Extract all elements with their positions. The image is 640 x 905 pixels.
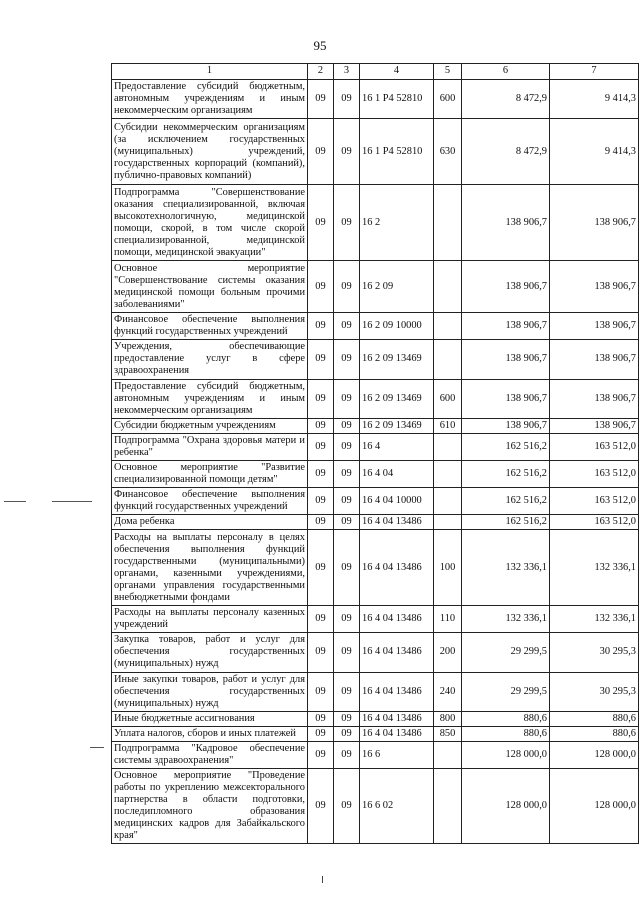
row-subsection-cell: 09 (334, 379, 360, 418)
row-subsection-cell: 09 (334, 711, 360, 726)
row-target-article-cell: 16 4 04 13486 (360, 530, 434, 606)
column-header-5: 5 (434, 64, 462, 80)
row-expense-type-cell: 850 (434, 726, 462, 741)
row-subsection-cell: 09 (334, 119, 360, 185)
row-name-cell: Расходы на выплаты персоналу казенных учреждений (112, 606, 308, 633)
row-expense-type-cell: 600 (434, 379, 462, 418)
row-target-article-cell: 16 4 04 (360, 460, 434, 487)
row-subsection-cell: 09 (334, 340, 360, 379)
row-subsection-cell: 09 (334, 530, 360, 606)
row-amount-year1-cell: 162 516,2 (462, 433, 550, 460)
row-expense-type-cell (434, 515, 462, 530)
row-amount-year2-cell: 9 414,3 (550, 119, 639, 185)
row-target-article-cell: 16 2 09 13469 (360, 340, 434, 379)
row-subsection-cell: 09 (334, 185, 360, 261)
row-subsection-cell: 09 (334, 460, 360, 487)
table-row (112, 672, 639, 711)
column-header-6: 6 (462, 64, 550, 80)
row-section-cell: 09 (308, 261, 334, 313)
row-expense-type-cell (434, 313, 462, 340)
row-amount-year2-cell: 138 906,7 (550, 418, 639, 433)
row-amount-year1-cell: 162 516,2 (462, 515, 550, 530)
row-subsection-cell: 09 (334, 633, 360, 672)
row-amount-year1-cell: 138 906,7 (462, 313, 550, 340)
row-target-article-cell: 16 4 04 13486 (360, 633, 434, 672)
row-name-cell: Финансовое обеспечение выполнения функций государственных учреждений (112, 488, 308, 515)
table-row (112, 768, 639, 843)
row-expense-type-cell: 110 (434, 606, 462, 633)
row-expense-type-cell (434, 433, 462, 460)
row-subsection-cell: 09 (334, 672, 360, 711)
table-row (112, 726, 639, 741)
table-row (112, 418, 639, 433)
footer-mark (322, 876, 323, 883)
column-header-2: 2 (308, 64, 334, 80)
row-target-article-cell: 16 6 02 (360, 768, 434, 843)
row-section-cell: 09 (308, 433, 334, 460)
table-row (112, 80, 639, 119)
row-section-cell: 09 (308, 672, 334, 711)
row-amount-year2-cell: 132 336,1 (550, 530, 639, 606)
row-amount-year1-cell: 880,6 (462, 711, 550, 726)
row-target-article-cell: 16 2 09 (360, 261, 434, 313)
row-amount-year2-cell: 30 295,3 (550, 633, 639, 672)
table-row (112, 633, 639, 672)
row-subsection-cell: 09 (334, 313, 360, 340)
row-amount-year1-cell: 162 516,2 (462, 488, 550, 515)
row-target-article-cell: 16 2 09 10000 (360, 313, 434, 340)
row-section-cell: 09 (308, 606, 334, 633)
budget-table-body (112, 64, 639, 844)
margin-dash (52, 501, 92, 502)
row-name-cell: Дома ребенка (112, 515, 308, 530)
row-expense-type-cell (434, 741, 462, 768)
margin-dash (90, 747, 104, 748)
row-amount-year2-cell: 9 414,3 (550, 80, 639, 119)
row-name-cell: Подпрограмма "Совершенствование оказания специализированной, включая высокотехнологичную, медицинской помощи, скорой, в том числе скорой специализированной, медицинской помощи, медицинской эвакуации" (112, 185, 308, 261)
row-expense-type-cell: 800 (434, 711, 462, 726)
row-amount-year2-cell: 163 512,0 (550, 433, 639, 460)
row-expense-type-cell: 200 (434, 633, 462, 672)
row-amount-year1-cell: 138 906,7 (462, 379, 550, 418)
row-amount-year2-cell: 138 906,7 (550, 261, 639, 313)
table-row (112, 741, 639, 768)
table-row (112, 460, 639, 487)
column-header-7: 7 (550, 64, 639, 80)
row-amount-year1-cell: 138 906,7 (462, 185, 550, 261)
row-amount-year2-cell: 132 336,1 (550, 606, 639, 633)
row-amount-year2-cell: 138 906,7 (550, 313, 639, 340)
row-target-article-cell: 16 4 04 13486 (360, 711, 434, 726)
row-section-cell: 09 (308, 80, 334, 119)
row-name-cell: Закупка товаров, работ и услуг для обеспечения государственных (муниципальных) нужд (112, 633, 308, 672)
row-section-cell: 09 (308, 711, 334, 726)
row-section-cell: 09 (308, 726, 334, 741)
row-expense-type-cell (434, 185, 462, 261)
row-section-cell: 09 (308, 313, 334, 340)
row-amount-year1-cell: 138 906,7 (462, 340, 550, 379)
row-subsection-cell: 09 (334, 768, 360, 843)
column-header-1: 1 (112, 64, 308, 80)
row-target-article-cell: 16 4 04 13486 (360, 515, 434, 530)
table-row (112, 119, 639, 185)
row-subsection-cell: 09 (334, 726, 360, 741)
row-name-cell: Предоставление субсидий бюджетным, автономным учреждениям и иным некоммерческим организациям (112, 379, 308, 418)
row-name-cell: Основное мероприятие "Развитие специализированной помощи детям" (112, 460, 308, 487)
table-header-row (112, 64, 639, 80)
row-target-article-cell: 16 4 (360, 433, 434, 460)
row-subsection-cell: 09 (334, 606, 360, 633)
row-target-article-cell: 16 2 09 13469 (360, 418, 434, 433)
row-amount-year2-cell: 163 512,0 (550, 515, 639, 530)
row-target-article-cell: 16 4 04 13486 (360, 606, 434, 633)
row-section-cell: 09 (308, 530, 334, 606)
row-amount-year2-cell: 128 000,0 (550, 741, 639, 768)
row-target-article-cell: 16 6 (360, 741, 434, 768)
row-expense-type-cell (434, 261, 462, 313)
row-expense-type-cell: 630 (434, 119, 462, 185)
table-row (112, 185, 639, 261)
column-header-3: 3 (334, 64, 360, 80)
row-subsection-cell: 09 (334, 418, 360, 433)
table-row (112, 433, 639, 460)
row-name-cell: Субсидии бюджетным учреждениям (112, 418, 308, 433)
row-name-cell: Основное мероприятие "Совершенствование системы оказания медицинской помощи больным прочими заболеваниями" (112, 261, 308, 313)
row-subsection-cell: 09 (334, 515, 360, 530)
row-expense-type-cell (434, 488, 462, 515)
row-name-cell: Финансовое обеспечение выполнения функций государственных учреждений (112, 313, 308, 340)
row-subsection-cell: 09 (334, 261, 360, 313)
row-subsection-cell: 09 (334, 80, 360, 119)
row-section-cell: 09 (308, 379, 334, 418)
row-section-cell: 09 (308, 119, 334, 185)
table-row (112, 530, 639, 606)
table-row (112, 340, 639, 379)
row-expense-type-cell: 600 (434, 80, 462, 119)
row-expense-type-cell (434, 460, 462, 487)
row-amount-year1-cell: 8 472,9 (462, 119, 550, 185)
row-name-cell: Субсидии некоммерческим организациям (за исключением государственных (муниципальных) учреждений, государственных корпораций (компаний), публично-правовых компаний) (112, 119, 308, 185)
row-expense-type-cell (434, 340, 462, 379)
row-amount-year1-cell: 29 299,5 (462, 672, 550, 711)
row-section-cell: 09 (308, 185, 334, 261)
row-target-article-cell: 16 2 09 13469 (360, 379, 434, 418)
row-amount-year2-cell: 138 906,7 (550, 340, 639, 379)
row-section-cell: 09 (308, 633, 334, 672)
row-amount-year2-cell: 128 000,0 (550, 768, 639, 843)
row-section-cell: 09 (308, 418, 334, 433)
row-subsection-cell: 09 (334, 741, 360, 768)
row-amount-year2-cell: 30 295,3 (550, 672, 639, 711)
row-amount-year1-cell: 132 336,1 (462, 530, 550, 606)
table-row (112, 606, 639, 633)
row-target-article-cell: 16 2 (360, 185, 434, 261)
row-name-cell: Подпрограмма "Кадровое обеспечение системы здравоохранения" (112, 741, 308, 768)
row-target-article-cell: 16 4 04 13486 (360, 726, 434, 741)
row-name-cell: Учреждения, обеспечивающие предоставление услуг в сфере здравоохранения (112, 340, 308, 379)
row-amount-year2-cell: 138 906,7 (550, 185, 639, 261)
row-target-article-cell: 16 4 04 13486 (360, 672, 434, 711)
row-name-cell: Подпрограмма "Охрана здоровья матери и ребенка" (112, 433, 308, 460)
row-target-article-cell: 16 4 04 10000 (360, 488, 434, 515)
table-row (112, 515, 639, 530)
table-row (112, 711, 639, 726)
row-name-cell: Иные закупки товаров, работ и услуг для обеспечения государственных (муниципальных) нужд (112, 672, 308, 711)
row-amount-year1-cell: 880,6 (462, 726, 550, 741)
row-subsection-cell: 09 (334, 433, 360, 460)
row-expense-type-cell: 610 (434, 418, 462, 433)
row-amount-year2-cell: 880,6 (550, 711, 639, 726)
row-name-cell: Основное мероприятие "Проведение работы по укреплению межсекторального партнерства в области подготовки, последипломного образования медицинских кадров для Забайкальского края" (112, 768, 308, 843)
row-amount-year1-cell: 128 000,0 (462, 741, 550, 768)
row-amount-year1-cell: 132 336,1 (462, 606, 550, 633)
row-section-cell: 09 (308, 460, 334, 487)
row-amount-year1-cell: 162 516,2 (462, 460, 550, 487)
row-section-cell: 09 (308, 741, 334, 768)
row-expense-type-cell: 240 (434, 672, 462, 711)
budget-table (111, 63, 639, 844)
margin-dash (4, 501, 26, 502)
row-name-cell: Иные бюджетные ассигнования (112, 711, 308, 726)
table-row (112, 488, 639, 515)
row-section-cell: 09 (308, 340, 334, 379)
row-amount-year1-cell: 8 472,9 (462, 80, 550, 119)
row-expense-type-cell (434, 768, 462, 843)
row-amount-year1-cell: 128 000,0 (462, 768, 550, 843)
row-expense-type-cell: 100 (434, 530, 462, 606)
table-row (112, 261, 639, 313)
row-amount-year2-cell: 880,6 (550, 726, 639, 741)
row-amount-year2-cell: 138 906,7 (550, 379, 639, 418)
row-section-cell: 09 (308, 515, 334, 530)
row-section-cell: 09 (308, 488, 334, 515)
row-amount-year2-cell: 163 512,0 (550, 488, 639, 515)
row-name-cell: Предоставление субсидий бюджетным, автономным учреждениям и иным некоммерческим организациям (112, 80, 308, 119)
page-number: 95 (313, 38, 327, 53)
row-subsection-cell: 09 (334, 488, 360, 515)
table-row (112, 313, 639, 340)
table-row (112, 379, 639, 418)
row-amount-year1-cell: 29 299,5 (462, 633, 550, 672)
row-target-article-cell: 16 1 Р4 52810 (360, 119, 434, 185)
row-amount-year1-cell: 138 906,7 (462, 261, 550, 313)
row-name-cell: Уплата налогов, сборов и иных платежей (112, 726, 308, 741)
row-amount-year2-cell: 163 512,0 (550, 460, 639, 487)
row-name-cell: Расходы на выплаты персоналу в целях обеспечения выполнения функций государственными (муниципальными) органами, казенными учреждениями, органами управления государственными внебюджетными фондами (112, 530, 308, 606)
row-amount-year1-cell: 138 906,7 (462, 418, 550, 433)
row-target-article-cell: 16 1 Р4 52810 (360, 80, 434, 119)
row-section-cell: 09 (308, 768, 334, 843)
column-header-4: 4 (360, 64, 434, 80)
